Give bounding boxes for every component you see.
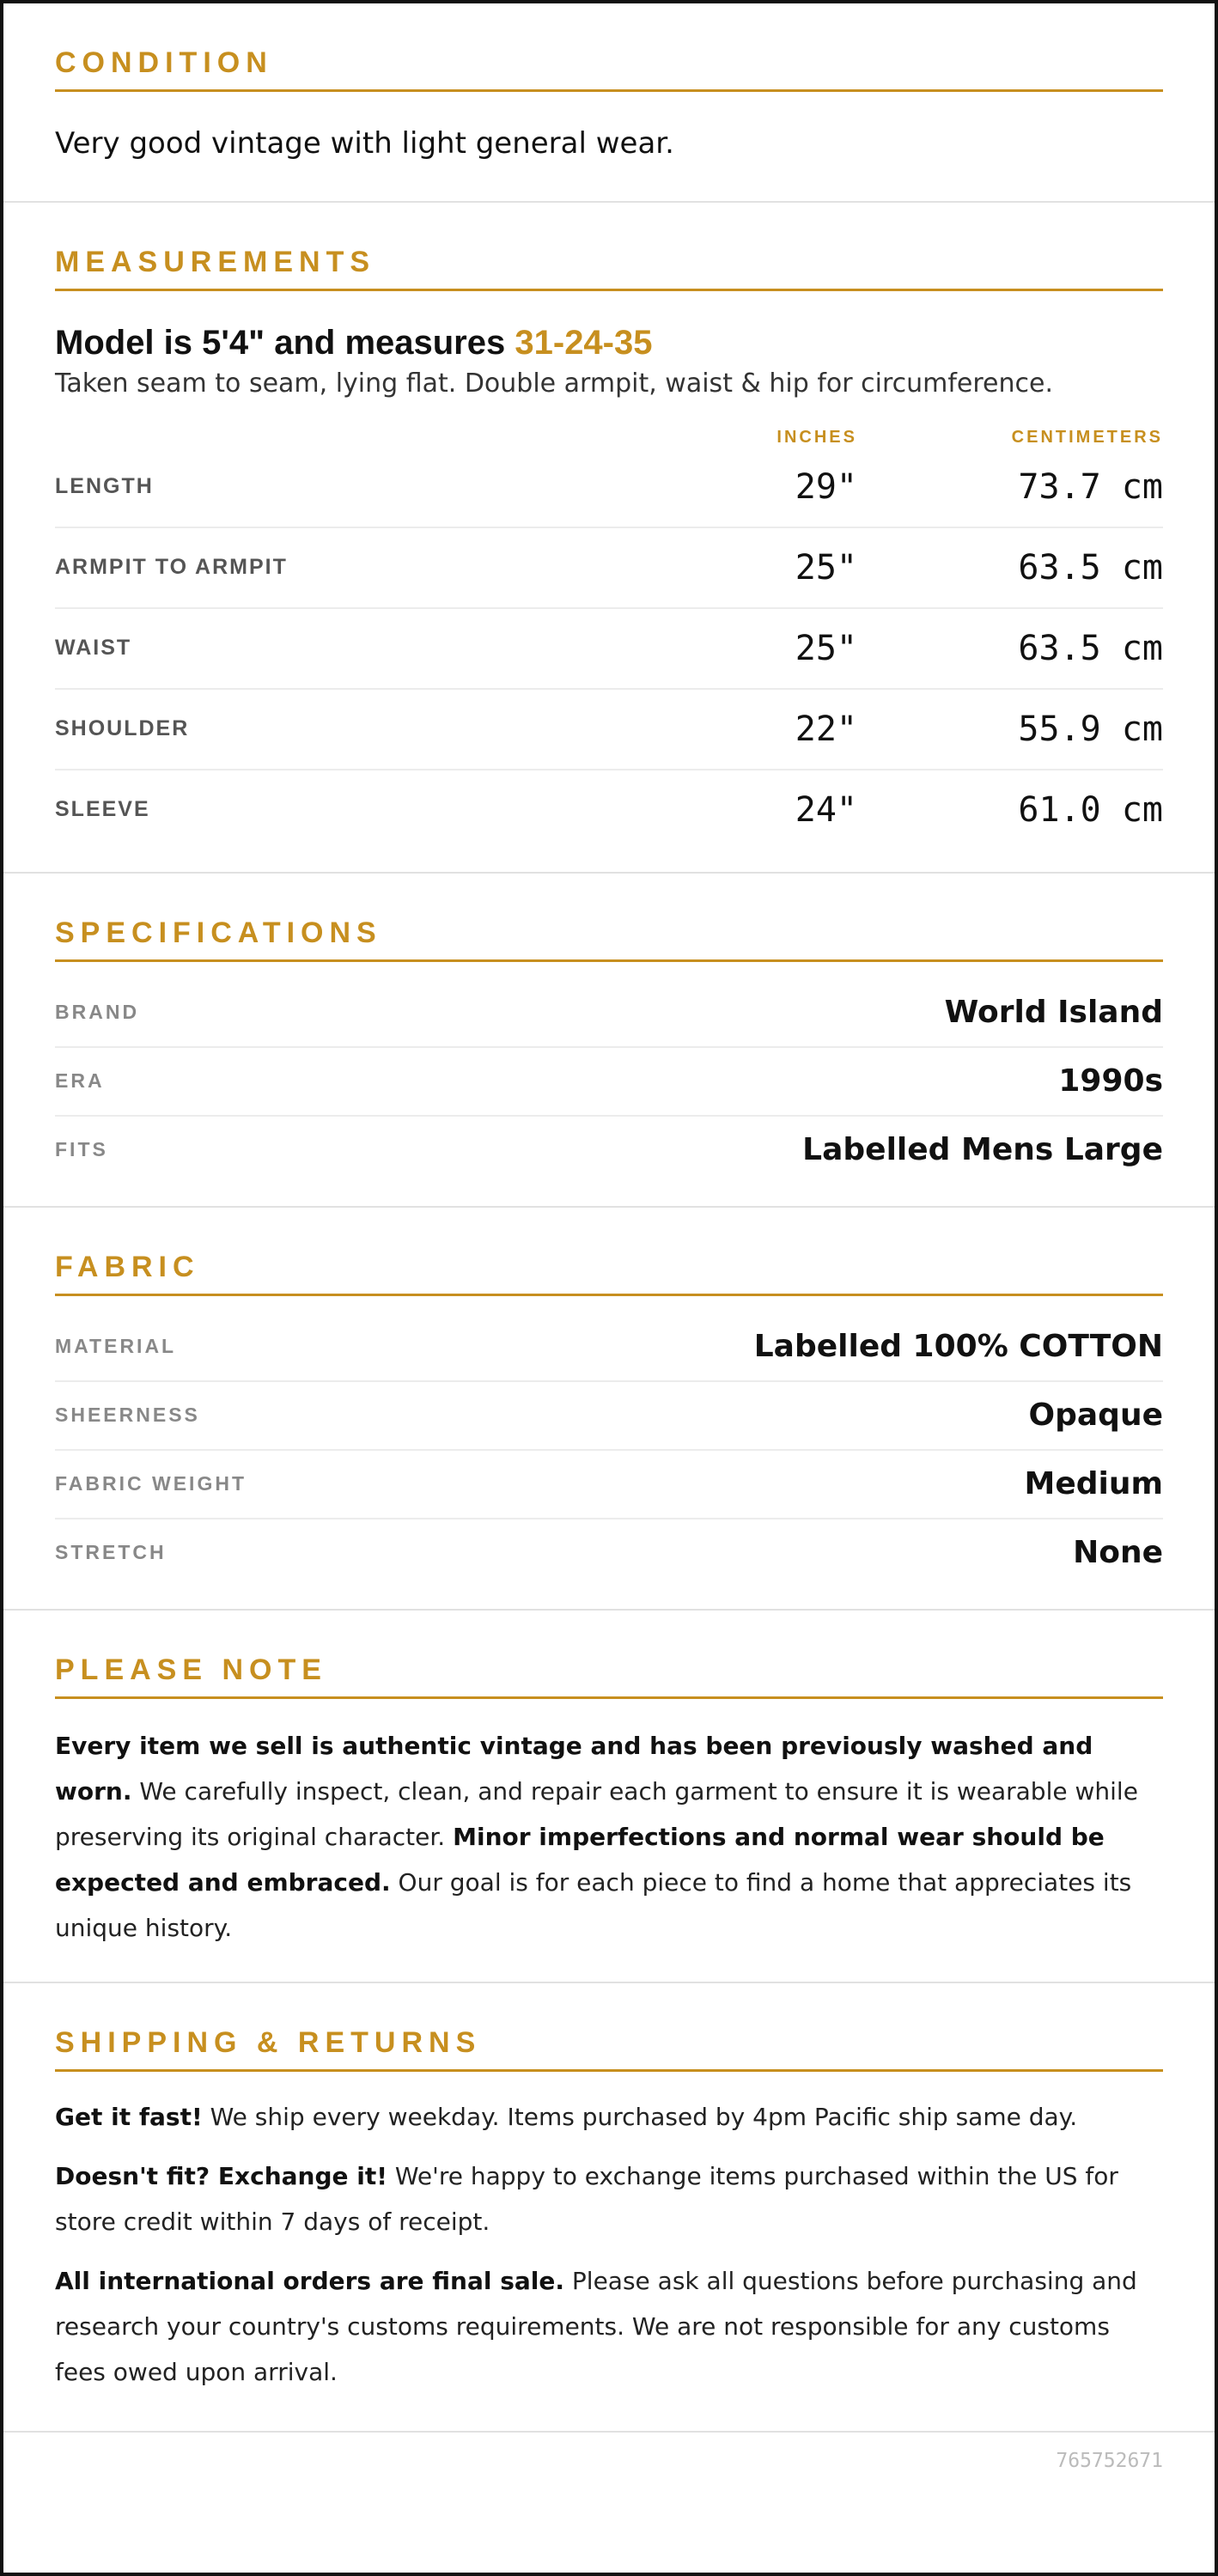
shipping-item-bold: Get it fast!: [55, 2102, 203, 2131]
measurement-centimeters: 55.9 cm: [1018, 709, 1163, 749]
measurement-inches: 24": [795, 789, 857, 830]
measurement-inches: 25": [795, 628, 857, 668]
note-text-1: We carefully inspect, clean, and repair each garment to ensure it is wearable while preserving its original character.: [55, 1776, 1138, 1851]
measurement-centimeters: 61.0 cm: [1018, 789, 1163, 830]
please-note-section: [3, 1611, 1215, 1983]
model-line: [55, 324, 1163, 362]
condition-section: [3, 3, 1215, 203]
spec-value: 1990s: [1058, 1063, 1163, 1099]
spec-label: BRAND: [55, 1001, 140, 1024]
shipping-item-bold: Doesn't fit? Exchange it!: [55, 2161, 387, 2190]
spec-label: FITS: [55, 1138, 108, 1161]
measurement-label: WAIST: [55, 636, 132, 661]
shipping-item-text: We're happy to exchange items purchased within the US for store credit within 7 days of receipt.: [55, 2161, 1118, 2236]
measurement-inches: 29": [795, 466, 857, 507]
fabric-value: Opaque: [1028, 1398, 1163, 1434]
specifications-heading: SPECIFICATIONS: [55, 874, 1163, 962]
fabric-label: MATERIAL: [55, 1335, 177, 1358]
spec-label: ERA: [55, 1069, 105, 1093]
shipping-item-international: [55, 2258, 1163, 2395]
measurement-inches: 22": [795, 709, 857, 749]
fabric-heading: FABRIC: [55, 1208, 1163, 1296]
fabric-section: [3, 1208, 1215, 1611]
please-note-heading: PLEASE NOTE: [55, 1611, 1163, 1699]
measurement-row-waist: [55, 609, 1163, 690]
fabric-row-stretch: [55, 1519, 1163, 1586]
fabric-label: STRETCH: [55, 1541, 167, 1564]
item-id-footer: 765752671: [1056, 2449, 1163, 2472]
spec-row-era: [55, 1048, 1163, 1117]
note-bold-1: Every item we sell is authentic vintage and has been previously washed and worn.: [55, 1731, 1093, 1806]
measurement-label: LENGTH: [55, 474, 154, 499]
measurement-label: SHOULDER: [55, 716, 190, 741]
spec-value: World Island: [944, 995, 1163, 1031]
inches-column-header: INCHES: [776, 427, 857, 447]
fabric-value: Medium: [1024, 1466, 1163, 1502]
spec-value: Labelled Mens Large: [802, 1132, 1163, 1168]
shipping-item-exchange: [55, 2153, 1163, 2244]
measurements-table: [55, 448, 1163, 872]
specifications-section: [3, 874, 1215, 1208]
fabric-list: [55, 1296, 1163, 1609]
model-prefix: Model is 5'4" and measures: [55, 323, 506, 362]
shipping-returns-section: [3, 1983, 1215, 2433]
spec-row-fits: [55, 1117, 1163, 1184]
shipping-item-text: Please ask all questions before purchasing and research your country's customs requirements. We are not responsible for any customs fees owed upon arrival.: [55, 2266, 1137, 2386]
fabric-row-sheerness: [55, 1382, 1163, 1451]
model-measures: 31-24-35: [515, 323, 653, 362]
centimeters-column-header: CENTIMETERS: [1011, 427, 1163, 447]
measurement-label: ARMPIT TO ARMPIT: [55, 555, 288, 580]
fabric-row-weight: [55, 1451, 1163, 1519]
shipping-item-text: We ship every weekday. Items purchased by 4pm Pacific ship same day.: [202, 2102, 1078, 2131]
condition-text: Very good vintage with light general wear.: [55, 126, 674, 161]
shipping-returns-heading: SHIPPING & RETURNS: [55, 1983, 1163, 2072]
fabric-row-material: [55, 1313, 1163, 1382]
measurement-centimeters: 63.5 cm: [1018, 628, 1163, 668]
fabric-label: SHEERNESS: [55, 1404, 200, 1427]
fabric-value: None: [1073, 1535, 1163, 1571]
fabric-label: FABRIC WEIGHT: [55, 1472, 247, 1495]
shipping-item-fast: [55, 2094, 1163, 2140]
measurement-centimeters: 63.5 cm: [1018, 547, 1163, 588]
measurement-row-armpit: [55, 528, 1163, 609]
measurement-row-length: [55, 448, 1163, 528]
please-note-body: [55, 1723, 1163, 1982]
measurements-header: [55, 428, 1163, 448]
measurement-row-shoulder: [55, 690, 1163, 770]
measurement-centimeters: 73.7 cm: [1018, 466, 1163, 507]
measurements-section: [3, 203, 1215, 874]
note-bold-2: Minor imperfections and normal wear should be expected and embraced.: [55, 1822, 1105, 1897]
shipping-returns-body: [55, 2094, 1163, 2431]
measurement-label: SLEEVE: [55, 797, 150, 822]
note-text-2: Our goal is for each piece to find a home that appreciates its unique history.: [55, 1867, 1132, 1942]
seam-note: Taken seam to seam, lying flat. Double armpit, waist & hip for circumference.: [55, 368, 1054, 399]
condition-heading: CONDITION: [55, 3, 1163, 92]
please-note-paragraph: [55, 1723, 1163, 1951]
fabric-value: Labelled 100% COTTON: [753, 1329, 1163, 1365]
specifications-list: [55, 962, 1163, 1206]
measurements-heading: MEASUREMENTS: [55, 203, 1163, 291]
measurement-inches: 25": [795, 547, 857, 588]
shipping-item-bold: All international orders are final sale.: [55, 2266, 565, 2295]
measurement-row-sleeve: [55, 770, 1163, 850]
spec-row-brand: [55, 979, 1163, 1048]
